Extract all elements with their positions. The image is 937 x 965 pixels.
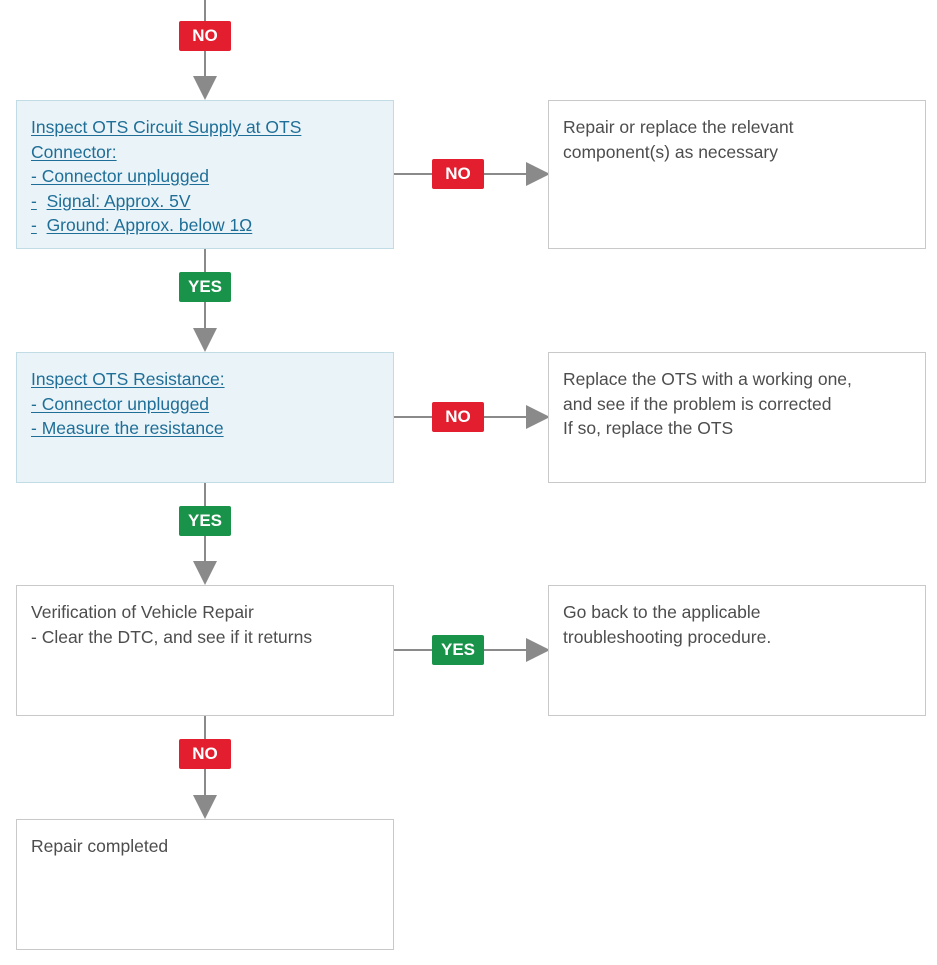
arrowhead-down-icon (193, 76, 217, 100)
connector-unplugged-link[interactable]: - Connector unplugged (31, 166, 210, 186)
ground-dash[interactable]: - (31, 215, 37, 235)
outcome-text-line: troubleshooting procedure. (563, 626, 772, 647)
step-verify-repair (16, 585, 394, 716)
arrowhead-right-icon (526, 405, 550, 429)
outcome-repair-component (548, 100, 926, 249)
no-badge-verify: NO (179, 739, 231, 769)
outcome-text-line: If so, replace the OTS (563, 418, 734, 438)
outcome-replace-ots (548, 352, 926, 483)
completed-title: Repair completed (31, 836, 169, 856)
inspect-circuit-supply-link[interactable]: Inspect OTS Circuit Supply at OTS (31, 117, 302, 137)
outcome-text-line: Repair or replace the relevant (563, 117, 794, 137)
yes-badge-circuit: YES (179, 272, 231, 302)
signal-dash[interactable]: - (31, 190, 37, 211)
outcome-text-line: component(s) as necessary (563, 141, 778, 162)
signal-voltage-link[interactable]: Signal: Approx. 5V (46, 190, 191, 211)
outcome-go-back (548, 585, 926, 716)
inspect-circuit-supply-link-cont[interactable]: Connector: (31, 141, 117, 162)
yes-badge-resistance: YES (179, 506, 231, 536)
no-badge-circuit: NO (432, 159, 484, 189)
arrowhead-right-icon (526, 638, 550, 662)
arrowhead-down-icon (193, 795, 217, 819)
outcome-text-line: and see if the problem is corrected (563, 393, 832, 414)
step-inspect-circuit-supply (16, 100, 394, 249)
verify-title: Verification of Vehicle Repair (31, 602, 254, 622)
step-repair-completed (16, 819, 394, 950)
no-badge-top: NO (179, 21, 231, 51)
no-badge-resistance: NO (432, 402, 484, 432)
yes-badge-verify: YES (432, 635, 484, 665)
measure-resistance-link[interactable]: - Measure the resistance (31, 418, 224, 438)
step-inspect-resistance (16, 352, 394, 483)
outcome-text-line: Replace the OTS with a working one, (563, 369, 852, 389)
arrowhead-down-icon (193, 561, 217, 585)
arrowhead-down-icon (193, 328, 217, 352)
connector-unplugged-link[interactable]: - Connector unplugged (31, 393, 210, 414)
ground-resistance-link[interactable]: Ground: Approx. below 1Ω (46, 215, 253, 235)
outcome-text-line: Go back to the applicable (563, 602, 761, 622)
inspect-resistance-link[interactable]: Inspect OTS Resistance: (31, 369, 225, 389)
arrowhead-right-icon (526, 162, 550, 186)
verify-instruction: - Clear the DTC, and see if it returns (31, 626, 313, 647)
